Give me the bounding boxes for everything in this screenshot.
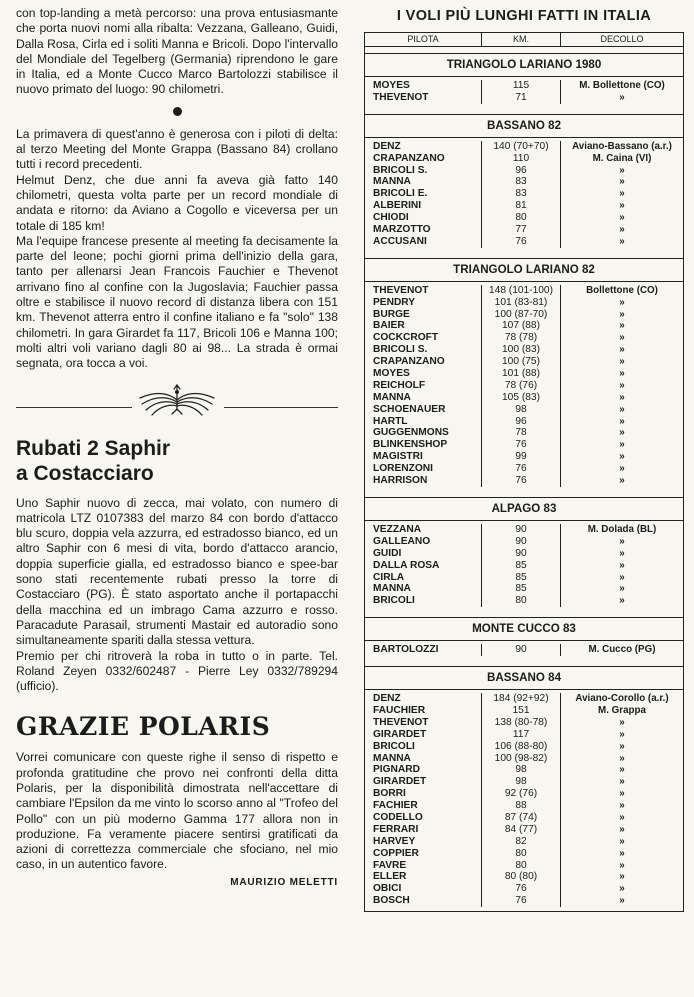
pilot-cell: CHIODI [373,212,409,224]
table-row [365,451,683,463]
table-row [365,344,683,356]
table-row [365,800,683,812]
records-table [364,32,684,912]
table-row [365,583,683,595]
section-heading: BASSANO 84 [365,667,683,690]
km-cell: 92 (76) [481,788,561,800]
pilot-cell: THEVENOT [373,284,429,296]
table-row [365,572,683,584]
table-row [365,392,683,404]
decollo-cell: » [619,415,625,427]
table-row [365,788,683,800]
decollo-cell: » [619,811,625,823]
decollo-cell: » [619,595,625,607]
pilot-cell: SCHOENAUER [373,403,446,415]
decollo-cell: » [619,571,625,583]
table-row [365,741,683,753]
decollo-cell: » [619,200,625,212]
table-row [365,463,683,475]
paragraph-bassano-84: La primavera di quest'anno è generosa con i piloti di delta: al terzo Meeting del Monte Grappa (Bassano 84) crollano tutti i record precedenti. [16,126,338,172]
rubati-heading-line-1: Rubati 2 Saphir [16,436,171,460]
km-cell: 115 [481,80,561,92]
table-row [365,475,683,487]
km-cell: 80 (80) [481,871,561,883]
pilot-cell: MANNA [373,176,411,188]
paragraph-denz: Helmut Denz, che due anni fa aveva già fatto 140 chilometri, questa volta parte per un record mondiale di andata e ritorno: da Aviano a Cogollo e viceversa per un totale di 185 km! [16,172,338,233]
decollo-cell: » [619,188,625,200]
decollo-cell: » [619,716,625,728]
decollo-cell: » [619,883,625,895]
table-row [365,776,683,788]
km-cell: 84 (77) [481,824,561,836]
pilot-cell: THEVENOT [373,91,429,103]
km-cell: 71 [481,92,561,104]
decollo-cell: » [619,847,625,859]
km-cell: 81 [481,200,561,212]
decollo-cell: » [619,224,625,236]
km-cell: 110 [481,153,561,165]
km-cell: 78 (78) [481,332,561,344]
table-row [365,297,683,309]
km-cell: 98 [481,776,561,788]
pilot-cell: DALLA ROSA [373,559,440,571]
table-row [365,729,683,741]
decollo-cell: » [619,475,625,487]
pilot-cell: ELLER [373,871,407,883]
intro-paragraph: con top-landing a metà percorso: una prova entusiasmante che porta nuovi nomi alla ribalta: Vezzana, Galleano, Guidi, Dalla Rosa, Cirla ed i soliti Manna e Bricoli. Dopo l'intervallo del Mondiale del Tegelberg (Germania) riprendono le gare in Italia, ed a Monte Cucco Marco Bartolozzi stabilisce il nuovo primato del luogo: 90 chilometri. [16,6,338,97]
table-row [365,153,683,165]
table-row [365,836,683,848]
km-cell: 148 (101-100) [481,285,561,297]
pilot-cell: BRICOLI E. [373,188,428,200]
km-cell: 76 [481,236,561,248]
km-cell: 80 [481,595,561,607]
pilot-cell: LORENZONI [373,463,433,475]
pilot-cell: CIRLA [373,571,405,583]
pilot-cell: MANNA [373,752,411,764]
pilot-cell: BOSCH [373,895,410,907]
pilot-cell: MANNA [373,391,411,403]
table-row [365,824,683,836]
pilot-cell: MARZOTTO [373,224,431,236]
divider-line-left [16,407,132,408]
table-row [365,236,683,248]
table-row [365,812,683,824]
rubati-paragraph: Uno Saphir nuovo di zecca, mai volato, con numero di matricola LTZ 0107383 del marzo 84 con bordo d'attacco blu scuro, doppia vela azzurra, ed estradosso bianco, ed un altro Saphir con 6 mesi di vita, bordo d'attacco arancio, doppia superficie gialla, ed estradosso bianco e spee-bar sono stati recentemente rubati presso la torre di Costacciaro (PG). È stato asportato anche il portapacchi della macchina ed un imbrago Cama azzurro e rosso. Paracadute Parasail, strumenti Mastair ed autoradio sono simultaneamente spariti dalla stessa vettura. [16,495,338,648]
decollo-cell: » [619,752,625,764]
km-cell: 80 [481,848,561,860]
pilot-cell: DENZ [373,140,401,152]
km-cell: 82 [481,836,561,848]
table-row [365,644,683,656]
divider-line-right [224,407,338,408]
km-cell: 76 [481,883,561,895]
rubati-heading [16,436,338,486]
decollo-cell: » [619,535,625,547]
km-cell: 90 [481,644,561,656]
km-cell: 76 [481,895,561,907]
table-row [365,309,683,321]
pilot-cell: VEZZANA [373,523,422,535]
decollo-cell: » [619,308,625,320]
km-cell: 88 [481,800,561,812]
pilot-cell: OBICI [373,883,402,895]
decollo-cell: » [619,776,625,788]
pilot-cell: CRAPANZANO [373,356,445,368]
table-row [365,200,683,212]
pilot-cell: MAGISTRI [373,451,423,463]
table-row [365,895,683,907]
section-gap [365,660,683,667]
decollo-cell: » [619,463,625,475]
pilot-cell: MOYES [373,80,410,91]
km-cell: 96 [481,165,561,177]
table-row [365,92,683,104]
table-row [365,753,683,765]
pilot-cell: BRICOLI [373,595,415,607]
decollo-cell: » [619,583,625,595]
section-gap [365,108,683,115]
table-row [365,320,683,332]
pilot-cell: FACHIER [373,800,418,812]
km-cell: 80 [481,212,561,224]
pilot-cell: HARTL [373,415,408,427]
decollo-cell: » [619,895,625,907]
decollo-cell: » [619,427,625,439]
decollo-cell: » [619,871,625,883]
bullet-separator [16,104,338,119]
table-row [365,693,683,705]
decollo-cell: Aviano-Corollo (a.r.) [575,693,669,705]
pilot-cell: BRICOLI S. [373,344,428,356]
decollo-cell: M. Dolada (BL) [587,523,657,535]
km-cell: 105 (83) [481,392,561,404]
decollo-cell: Bollettone (CO) [586,284,658,296]
pilot-cell: BORRI [373,788,406,800]
pilot-cell: BARTOLOZZI [373,644,439,656]
decollo-cell: » [619,835,625,847]
table-row [365,560,683,572]
section-heading: ALPAGO 83 [365,498,683,521]
section-rows [365,521,683,611]
grazie-heading: GRAZIE POLARIS [16,712,271,742]
decollo-cell: » [619,403,625,415]
table-row [365,883,683,895]
table-row [365,427,683,439]
km-cell: 85 [481,583,561,595]
decollo-cell: M. Caina (VI) [592,152,652,164]
km-cell: 76 [481,439,561,451]
decollo-cell: » [619,547,625,559]
decollo-cell: » [619,235,625,247]
km-cell: 98 [481,764,561,776]
decollo-cell: » [619,356,625,368]
km-cell: 90 [481,524,561,536]
pilot-cell: BAIER [373,320,405,332]
pilot-cell: PIGNARD [373,764,420,776]
table-row [365,380,683,392]
section-heading: TRIANGOLO LARIANO 82 [365,259,683,282]
pilot-cell: ACCUSANI [373,235,427,247]
table-row [365,188,683,200]
decollo-cell: » [619,391,625,403]
pilot-cell: HARRISON [373,475,428,487]
decollo-cell: » [619,788,625,800]
decollo-cell: » [619,344,625,356]
signature: MAURIZIO MELETTI [230,876,338,888]
section-gap [365,252,683,259]
pilot-cell: HARVEY [373,835,416,847]
pilot-cell: BLINKENSHOP [373,439,448,451]
table-row [365,404,683,416]
decollo-cell: M. Grappa [598,704,646,716]
km-cell: 78 [481,427,561,439]
decollo-cell: » [619,859,625,871]
section-heading: BASSANO 82 [365,115,683,138]
decollo-cell: » [619,320,625,332]
header-decollo: DECOLLO [600,34,644,44]
pilot-cell: BURGE [373,308,410,320]
grazie-paragraph: Vorrei comunicare con queste righe il senso di rispetto e profonda gratitudine che provo nei confronti della ditta Polaris, per la disponibilità dimostrata nell'accettare di cambiare l'Epsilon da me vinto lo scorso anno al "Trofeo del Pollo" con un più moderno Gamma 177 allora non in produzione. Fa veramente piacere sentirsi gratificati da azioni di correttezza commerciale che sfociano, nel mio caso, in un autentico favore. [16,750,338,872]
km-cell: 76 [481,475,561,487]
section-rows [365,641,683,660]
section-rows [365,77,683,108]
pilot-cell: FAVRE [373,859,407,871]
header-km: KM. [481,33,561,46]
decollo-cell: » [619,728,625,740]
decollo-cell: » [619,559,625,571]
rubati-reward: Premio per chi ritroverà la roba in tutto o in parte. Tel. Roland Zeyen 0332/602487 - Pierre Ley 0332/789294 (ufficio). [16,648,338,694]
right-column [364,6,684,912]
section-gap [365,611,683,618]
pilot-cell: COCKCROFT [373,332,439,344]
table-row [365,368,683,380]
km-cell: 85 [481,572,561,584]
table-row [365,165,683,177]
left-column [16,6,338,888]
km-cell: 76 [481,463,561,475]
pilot-cell: THEVENOT [373,716,429,728]
decollo-cell: » [619,439,625,451]
table-row [365,860,683,872]
decollo-cell: » [619,800,625,812]
pilot-cell: ALBERINI [373,200,422,212]
paragraph-french-team: Ma l'equipe francese presente al meeting fa decisamente la parte del leone; pochi giorni prima dell'inizio della gara, tanto per allenarsi Jean Francois Fauchier e Thevenot arrivano fino al confine con la Jugoslavia; Fauchier passa oltre e stabilisce il nuovo record di distanza libera con 151 km. Thevenot atterra entro il confine italiano e fa "solo" 138 chilometri. In gara Girardet fa 117, Bricoli 106 e Manna 100; molti altri voli variano dagli 80 ai 98... La strada è ormai segnata, ora tocca a voi. [16,233,338,371]
table-row [365,80,683,92]
bullet-dot-icon [173,107,182,116]
table-row [365,595,683,607]
km-cell: 90 [481,536,561,548]
table-row [365,332,683,344]
km-cell: 99 [481,451,561,463]
pilot-cell: FERRARI [373,823,419,835]
decollo-cell: » [619,176,625,188]
section-rows [365,690,683,911]
eagle-ornament-icon [134,380,220,420]
km-cell: 151 [481,705,561,717]
km-cell: 85 [481,560,561,572]
table-row [365,548,683,560]
header-pilota: PILOTA [407,34,439,44]
section-heading: MONTE CUCCO 83 [365,618,683,641]
pilot-cell: GALLEANO [373,535,431,547]
decollo-cell: » [619,379,625,391]
decollo-cell: » [619,764,625,776]
table-row [365,848,683,860]
decollo-cell: » [619,296,625,308]
pilot-cell: GIRARDET [373,776,427,788]
pilot-cell: GUIDI [373,547,402,559]
km-cell: 140 (70+70) [481,141,561,153]
pilot-cell: MANNA [373,583,411,595]
km-cell: 100 (75) [481,356,561,368]
table-row [365,212,683,224]
km-cell: 90 [481,548,561,560]
table-row [365,871,683,883]
pilot-cell: DENZ [373,693,401,705]
km-cell: 87 (74) [481,812,561,824]
table-row [365,764,683,776]
records-table-title: I VOLI PIÙ LUNGHI FATTI IN ITALIA [396,8,652,24]
pilot-cell: GIRARDET [373,728,427,740]
pilot-cell: BRICOLI S. [373,164,428,176]
km-cell: 100 (87-70) [481,309,561,321]
table-row [365,285,683,297]
table-row [365,717,683,729]
section-rows [365,282,683,491]
table-row [365,439,683,451]
decollo-cell: M. Cucco (PG) [588,644,656,656]
section-heading: TRIANGOLO LARIANO 1980 [365,54,683,77]
km-cell: 101 (88) [481,368,561,380]
table-row [365,705,683,717]
pilot-cell: FAUCHIER [373,704,426,716]
table-header [365,33,683,47]
table-row [365,356,683,368]
decollo-cell: » [619,332,625,344]
decollo-cell: » [619,91,625,103]
decollo-cell: » [619,164,625,176]
section-gap [365,47,683,54]
km-cell: 138 (80-78) [481,717,561,729]
table-row [365,224,683,236]
table-sections [365,47,683,911]
eagle-divider [16,374,338,424]
decollo-cell: M. Bollettone (CO) [579,80,665,91]
km-cell: 83 [481,188,561,200]
km-cell: 96 [481,416,561,428]
table-row [365,416,683,428]
km-cell: 107 (88) [481,320,561,332]
decollo-cell: » [619,823,625,835]
decollo-cell: » [619,451,625,463]
km-cell: 117 [481,729,561,741]
section-rows [365,138,683,252]
km-cell: 184 (92+92) [481,693,561,705]
km-cell: 101 (83-81) [481,297,561,309]
km-cell: 78 (76) [481,380,561,392]
decollo-cell: » [619,368,625,380]
table-row [365,524,683,536]
km-cell: 100 (83) [481,344,561,356]
km-cell: 80 [481,860,561,872]
section-gap [365,491,683,498]
table-row [365,176,683,188]
pilot-cell: BRICOLI [373,740,415,752]
pilot-cell: GUGGENMONS [373,427,449,439]
decollo-cell: » [619,212,625,224]
pilot-cell: PENDRY [373,296,416,308]
pilot-cell: CODELLO [373,811,423,823]
km-cell: 106 (88-80) [481,741,561,753]
km-cell: 98 [481,404,561,416]
decollo-cell: Aviano-Bassano (a.r.) [572,140,672,152]
table-row [365,536,683,548]
decollo-cell: » [619,740,625,752]
pilot-cell: COPPIER [373,847,419,859]
pilot-cell: REICHOLF [373,379,426,391]
km-cell: 100 (98-82) [481,753,561,765]
pilot-cell: MOYES [373,368,410,380]
pilot-cell: CRAPANZANO [373,152,445,164]
km-cell: 83 [481,176,561,188]
table-row [365,141,683,153]
rubati-heading-line-2: a Costacciaro [16,461,154,485]
km-cell: 77 [481,224,561,236]
